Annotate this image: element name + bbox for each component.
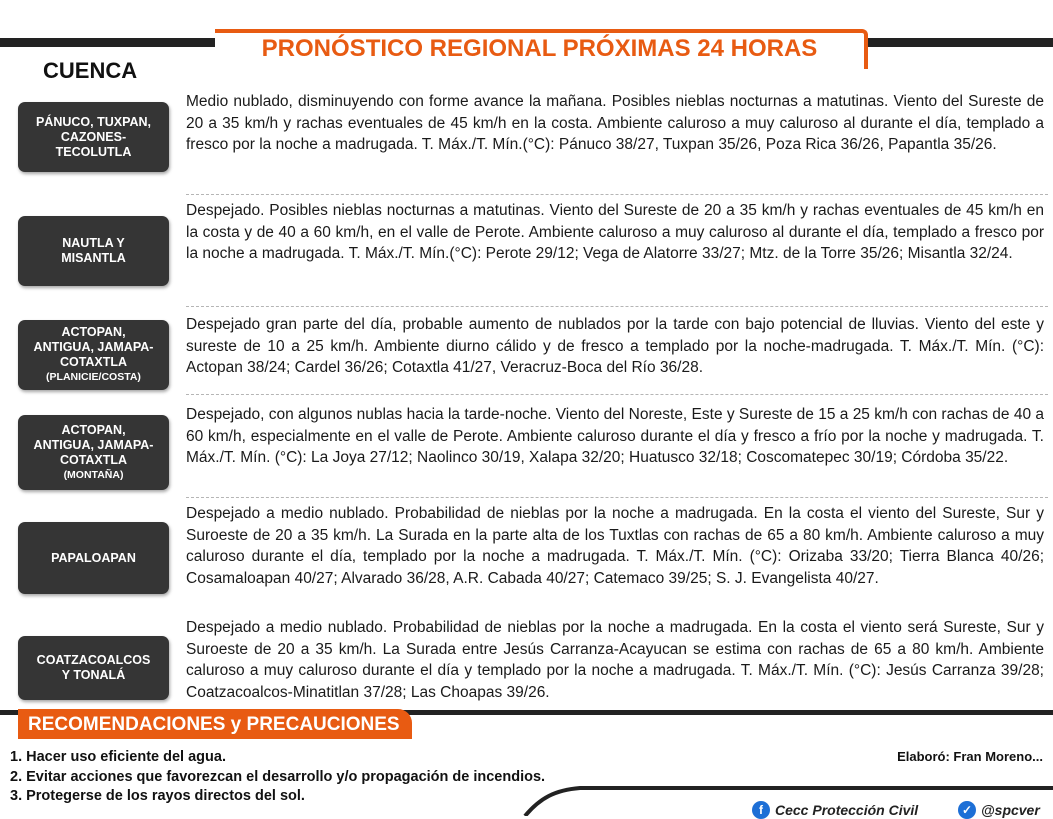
region-forecast-coatzacoalcos: Despejado a medio nublado. Probabilidad de nieblas por la noche a madrugada. En la costa el viento será Sureste, Sur y Suroeste de 20 a 35 km/h. La Surada entre Jesús Carranza-Acayucan se estima con rachas de 65 a 80 km/h. Ambiente caluroso a muy caluroso durante el día y templado por la noche a madrugada. T. Máx./T. Mín. (°C): Jesús Carranza 39/28; Coatzacoalcos-Minatitlan 37/28; Las Choapas 39/26. (186, 619, 1044, 701)
region-forecast-actopan-montana: Despejado, con algunos nublas hacia la tarde-noche. Viento del Noreste, Este y Sureste de 15 a 25 km/h con rachas de 40 a 60 km/h, especialmente en el valle de Perote. Ambiente caluroso durante el día y fresco a frío por la noche y madrugada. T. Máx./T. Mín. (°C): La Joya 27/12; Naolinco 30/19, Xalapa 32/20; Huatusco 32/18; Coscomatepec 30/19; Córdoba 35/22. (186, 406, 1044, 466)
facebook-icon: f (752, 801, 770, 819)
facebook-link[interactable] (752, 801, 918, 819)
region-subname: (MONTAÑA) (63, 468, 124, 481)
region-name-line: ACTOPAN, (61, 325, 126, 339)
region-forecast-nautla: Despejado. Posibles nieblas nocturnas a matutinas. Viento del Sureste de 20 a 35 km/h y rachas eventuales de 45 km/h en la costa y de 40 a 60 km/h, en el valle de Perote. Ambiente caluroso a muy caluroso al durante el día, templado a fresco por la noche a madrugada. T. Máx./T. Mín.(°C): Perote 29/12; Vega de Alatorre 33/27; Mtz. de la Torre 35/26; Misantla 32/24. (186, 202, 1044, 262)
recommendation-item: 2. Evitar acciones que favorezcan el desarrollo y/o propagación de incendios. (10, 768, 546, 785)
region-name-line: COATZACOALCOS (36, 653, 151, 667)
twitter-handle: @spcver (981, 802, 1040, 818)
region-name-line: PAPALOAPAN (51, 550, 136, 565)
region-name-line: PÁNUCO, TUXPAN, (35, 114, 152, 129)
region-name-line: Y TONALÁ (61, 668, 126, 682)
region-name-line: TECOLUTLA (55, 144, 132, 159)
twitter-link[interactable] (958, 801, 1040, 819)
author-credit: Elaboró: Fran Moreno... (897, 749, 1043, 764)
page-title: PRONÓSTICO REGIONAL PRÓXIMAS 24 HORAS (215, 29, 868, 69)
region-name-line: ACTOPAN, (61, 422, 126, 437)
region-name-line: ANTIGUA, JAMAPA- (33, 340, 154, 354)
region-name-line: NAUTLA Y (62, 236, 125, 250)
region-name-line: COTAXTLA (59, 355, 128, 369)
region-forecast-actopan-planicie: Despejado gran parte del día, probable aumento de nublados por la tarde con bajo potencial de lluvias. Viento del este y sureste de 10 a 25 km/h. Ambiente diurno cálido y de fresco a templado por la noche-madrugada. T. Máx./T. Mín. (°C): Actopan 38/24; Cardel 36/26; Cotaxtla 41/27, Veracruz-Boca del Río 36/28. (186, 316, 1044, 376)
recommendation-item: 1. Hacer uso eficiente del agua. (10, 749, 226, 765)
region-name-line: ANTIGUA, JAMAPA- (33, 437, 154, 452)
region-name-line: CAZONES- (60, 129, 127, 144)
region-subname: (PLANICIE/COSTA) (46, 371, 141, 383)
region-name-line: COTAXTLA (59, 452, 128, 467)
region-forecast-panuco: Medio nublado, disminuyendo con forme avance la mañana. Posibles nieblas nocturnas a matutinas. Viento del Sureste de 20 a 35 km/h y rachas eventuales de 45 km/h en la costa. Ambiente caluroso a muy caluroso al durante el día, templado a fresco por la noche a madrugada. T. Máx./T. Mín.(°C): Pánuco 38/27, Tuxpan 35/26, Poza Rica 36/26, Papantla 35/26. (186, 93, 1044, 153)
facebook-handle: Cecc Protección Civil (775, 802, 919, 818)
region-name-line: MISANTLA (61, 251, 126, 265)
twitter-icon: ✓ (958, 801, 976, 819)
region-forecast-papaloapan: Despejado a medio nublado. Probabilidad de nieblas por la noche a madrugada. En la costa el viento del Sureste, Sur y Suroeste de 20 a 35 km/h. La Surada en la parte alta de los Tuxtlas con rachas de 65 a 80 km/h. Ambiente caluroso a muy caluroso durante el día, templado por la noche a madrugada. T. Máx./T. Mín. (°C): Orizaba 33/20; Tierra Blanca 40/26; Cosamaloapan 40/27; Alvarado 36/28, A.R. Cabada 40/27; Catemaco 39/25; S. J. Evangelista 40/27. (186, 505, 1044, 587)
recommendation-item: 3. Protegerse de los rayos directos del sol. (10, 788, 305, 804)
cuenca-label: CUENCA (43, 58, 138, 83)
recommendations-title: RECOMENDACIONES y PRECAUCIONES (18, 709, 412, 739)
